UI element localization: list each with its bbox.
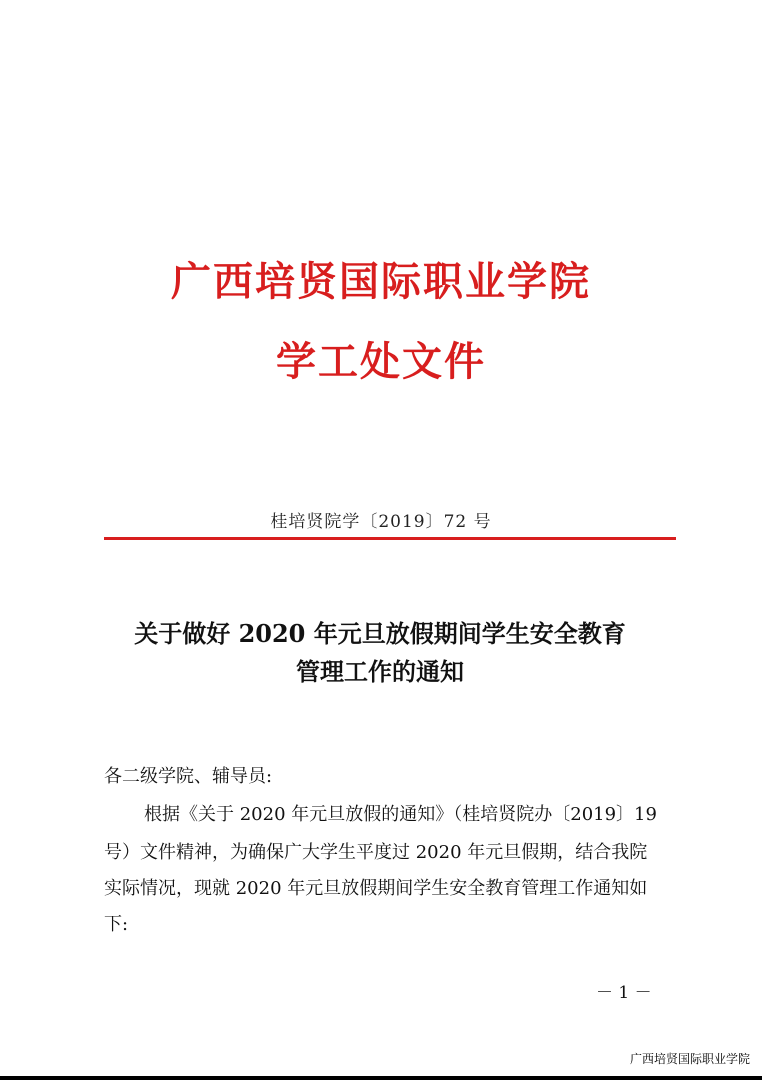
salutation: 各二级学院、辅导员: bbox=[104, 766, 273, 787]
body-paragraph-line: 实际情况，现就 2020 年元旦放假期间学生安全教育管理工作通知如 bbox=[104, 878, 648, 899]
body-paragraph-line: 下: bbox=[104, 914, 129, 935]
office-document-heading: 学工处文件 bbox=[276, 338, 486, 385]
notice-title-line-2: 管理工作的通知 bbox=[296, 657, 464, 686]
footer-bar bbox=[0, 1076, 762, 1080]
document-number: 桂培贤院学〔2019〕72 号 bbox=[270, 512, 492, 532]
institution-name-heading: 广西培贤国际职业学院 bbox=[171, 258, 591, 305]
red-divider-rule bbox=[104, 537, 676, 540]
body-paragraph-line: 号）文件精神，为确保广大学生平度过 2020 年元旦假期，结合我院 bbox=[104, 842, 648, 863]
notice-title-line-1: 关于做好 2020 年元旦放假期间学生安全教育 bbox=[134, 619, 626, 648]
footer-watermark-label: 广西培贤国际职业学院 bbox=[629, 1052, 750, 1066]
page-number: － 1 － bbox=[596, 983, 652, 1003]
body-paragraph-line: 根据《关于 2020 年元旦放假的通知》（桂培贤院办〔2019〕19 bbox=[144, 804, 657, 825]
